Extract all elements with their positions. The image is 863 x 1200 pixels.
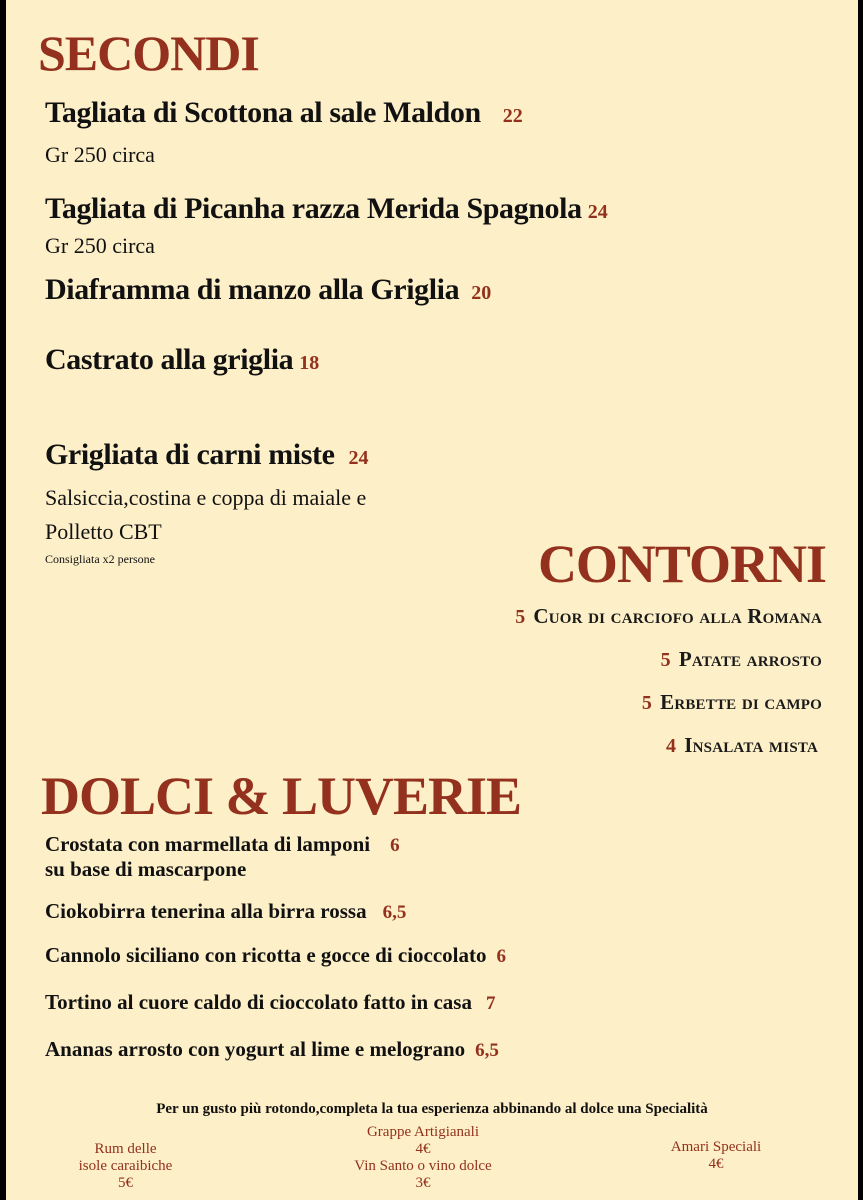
amari-price: 4€ xyxy=(708,1156,724,1172)
dish-desc: Gr 250 circa xyxy=(45,142,155,167)
dish-price: 18 xyxy=(299,352,320,374)
side-name: Patate arrosto xyxy=(678,647,822,671)
dessert-item xyxy=(45,1037,499,1062)
dessert-name: Ciokobirra tenerina alla birra rossa xyxy=(45,899,367,923)
side-price: 5 xyxy=(515,606,526,628)
side-name: Insalata mista xyxy=(684,733,818,757)
dish-note: Consigliata x2 persone xyxy=(45,552,155,566)
side-item xyxy=(666,733,818,758)
special-rum xyxy=(68,1141,183,1192)
side-price: 5 xyxy=(641,692,653,714)
dessert-price: 6 xyxy=(390,835,400,856)
dessert-name: Ananas arrosto con yogurt al lime e melograno xyxy=(45,1037,466,1061)
dish-desc: Gr 250 circa xyxy=(45,233,155,258)
side-item xyxy=(642,690,822,715)
dessert-name: Tortino al cuore caldo di cioccolato fatto in casa xyxy=(45,990,472,1014)
amari-name: Amari Speciali xyxy=(670,1139,762,1155)
menu-item xyxy=(45,192,608,226)
vinsanto-price: 3€ xyxy=(415,1175,431,1191)
side-name: Cuor di carciofo alla Romana xyxy=(533,604,822,628)
rum-price: 5€ xyxy=(118,1175,133,1191)
dessert-item xyxy=(45,990,495,1015)
dish-name: Tagliata di Picanha razza Merida Spagnola xyxy=(45,192,582,225)
rum-line2: isole caraibiche xyxy=(78,1158,173,1174)
grappe-name: Grappe Artigianali xyxy=(366,1124,480,1140)
secondi-title: SECONDI xyxy=(38,25,259,81)
dessert-price: 6,5 xyxy=(382,902,407,923)
pairing-note: Per un gusto più rotondo,completa la tua esperienza abbinando al dolce una Specialità xyxy=(156,1101,708,1117)
menu-item xyxy=(45,96,523,130)
dish-price: 20 xyxy=(471,282,492,304)
dessert-name: Cannolo siciliano con ricotta e gocce di cioccolato xyxy=(45,943,487,967)
dish-price: 24 xyxy=(587,201,608,223)
dish-name: Grigliata di carni miste xyxy=(45,438,335,471)
rum-line1: Rum delle xyxy=(94,1141,157,1157)
menu-item xyxy=(45,438,369,472)
dish-name: Tagliata di Scottona al sale Maldon xyxy=(45,96,481,129)
side-name: Erbette di campo xyxy=(660,690,822,714)
menu-item xyxy=(45,273,491,307)
menu-page xyxy=(6,0,858,1200)
dessert-price: 6,5 xyxy=(475,1040,499,1061)
side-item xyxy=(661,647,822,672)
dessert-item xyxy=(45,832,400,857)
special-grappe-vinsanto xyxy=(328,1124,518,1192)
dish-name: Diaframma di manzo alla Griglia xyxy=(45,273,460,306)
dessert-item xyxy=(45,899,406,924)
dessert-item xyxy=(45,943,506,968)
side-price: 5 xyxy=(660,649,671,671)
dish-price: 24 xyxy=(348,447,369,469)
dessert-name: Crostata con marmellata di lamponi xyxy=(45,832,371,856)
dish-desc: Polletto CBT xyxy=(45,519,162,544)
vinsanto-name: Vin Santo o vino dolce xyxy=(354,1158,492,1174)
special-amari xyxy=(651,1139,781,1173)
dessert-price: 7 xyxy=(485,993,496,1014)
dish-name: Castrato alla griglia xyxy=(45,343,294,376)
menu-item xyxy=(45,343,319,377)
dolci-title: DOLCI & LUVERIE xyxy=(41,766,522,826)
dessert-price: 6 xyxy=(496,946,507,967)
dish-price: 22 xyxy=(502,105,523,127)
dish-desc: Salsiccia,costina e coppa di maiale e xyxy=(45,485,367,510)
side-item xyxy=(515,604,822,629)
grappe-price: 4€ xyxy=(415,1141,431,1157)
contorni-title: CONTORNI xyxy=(537,534,826,594)
dessert-name-line2: su base di mascarpone xyxy=(45,857,247,881)
side-price: 4 xyxy=(666,735,677,757)
